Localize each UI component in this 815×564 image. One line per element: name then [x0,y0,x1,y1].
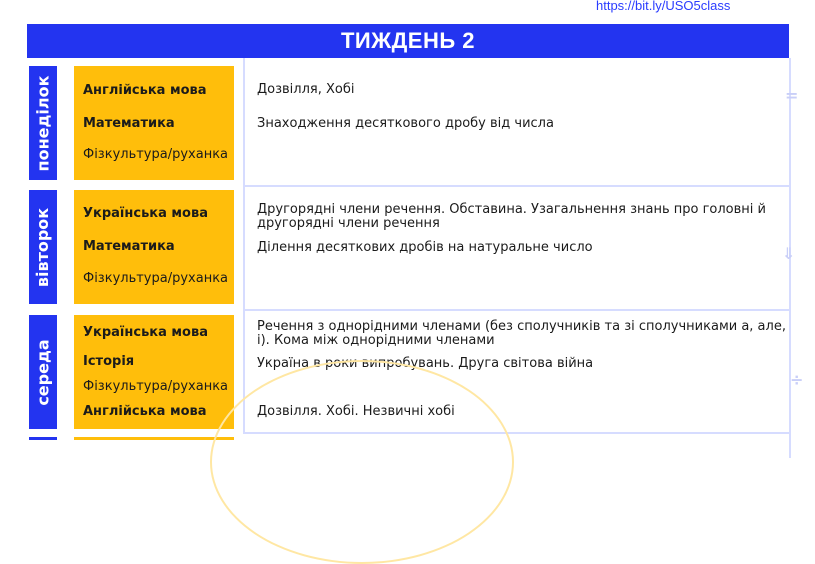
subjects-monday [74,66,234,180]
subject-item: Англійська мова [83,83,207,98]
topic-item: Другорядні члени речення. Обставина. Узагальнення знань про головні й другорядні члени речення [257,202,766,231]
column-divider [243,186,245,310]
divide-icon: ÷ [790,370,804,389]
column-divider [243,58,245,186]
subject-item: Математика [83,116,175,131]
topic-item: Дозвілля. Хобі. Незвичні хобі [257,404,455,419]
day-name: вівторок [33,207,53,287]
topic-item: Україна в роки випробувань. Друга світова війна [257,356,594,371]
equals-icon: = [785,86,799,105]
row-divider [243,309,789,311]
subject-item: Фізкультура/руханка [83,271,229,286]
topic-item: Знаходження десяткового дробу від числа [257,116,554,131]
subjects-wednesday [74,315,234,429]
topic-item: Дозвілля, Хобі [257,82,355,97]
decorative-arc [210,360,514,564]
subjects-tuesday [74,190,234,304]
topic-item: Ділення десяткових дробів на натуральне число [257,240,593,255]
arrow-down-icon: ⇓ [782,244,796,263]
resource-link[interactable]: https://bit.ly/USO5class [596,0,731,13]
day-label-monday [29,66,57,180]
subject-item: Фізкультура/руханка [83,379,229,394]
subject-item: Фізкультура/руханка [83,147,229,162]
subject-item: Українська мова [83,206,208,221]
subject-item: Історія [83,354,135,369]
day-name: середа [33,338,53,406]
week-header: ТИЖДЕНЬ 2 [27,24,789,58]
day-name: понеділок [33,75,53,171]
row-divider [243,185,789,187]
day-label-tuesday [29,190,57,304]
subject-item: Математика [83,239,175,254]
subject-item: Українська мова [83,325,208,340]
topic-item: Речення з однорідними членами (без сполучників та зі сполучниками а, але, і). Кома між однорідними членами [257,319,786,348]
subject-item: Англійська мова [83,404,207,419]
day-label-wednesday [29,315,57,429]
